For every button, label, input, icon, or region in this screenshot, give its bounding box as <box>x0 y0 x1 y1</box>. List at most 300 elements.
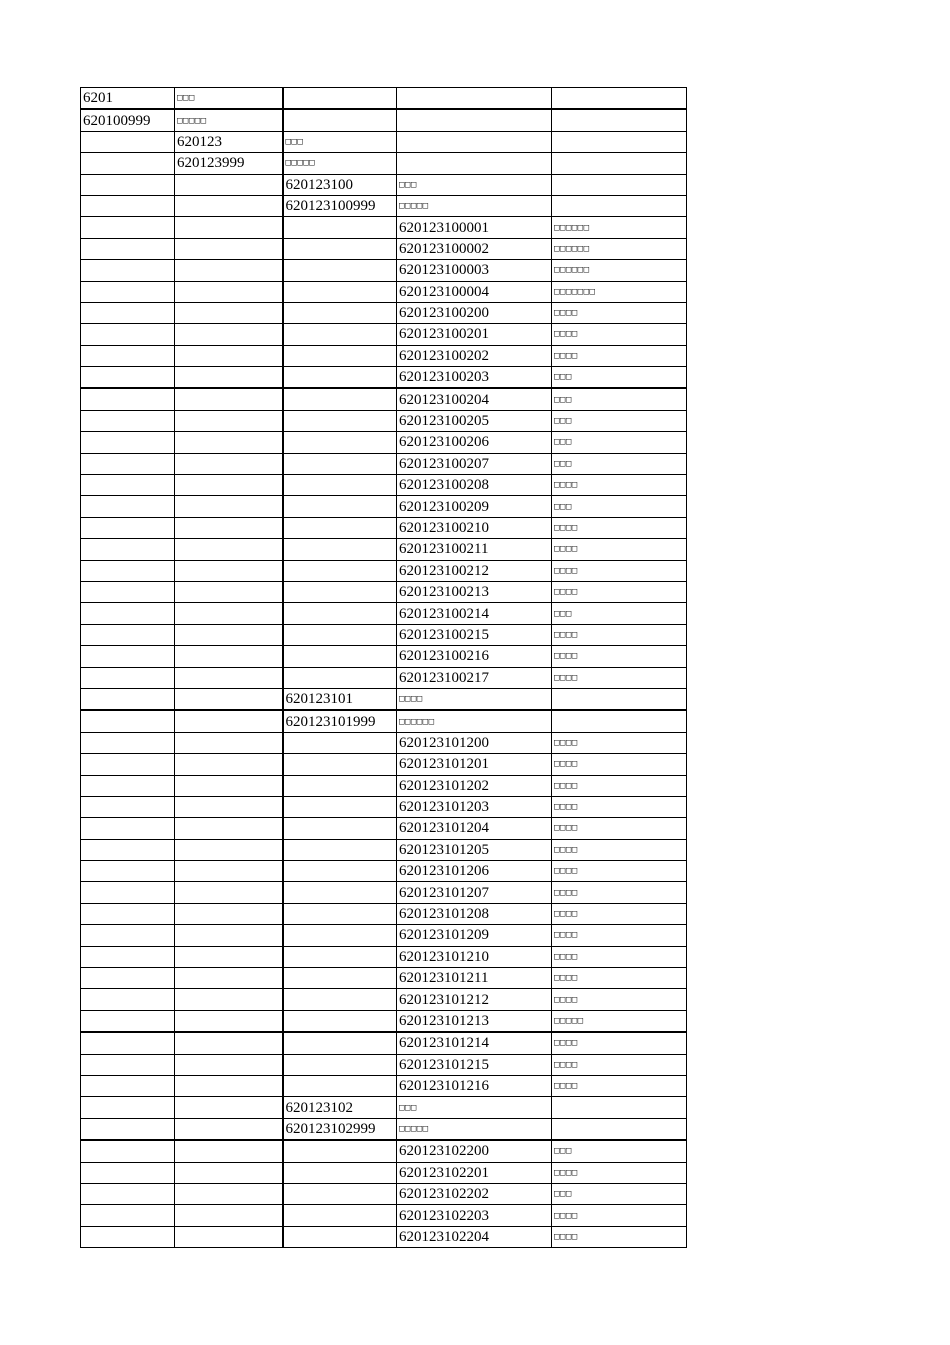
table-cell[interactable] <box>175 324 283 345</box>
table-cell[interactable] <box>81 796 175 817</box>
table-cell[interactable] <box>81 560 175 581</box>
table-cell[interactable] <box>552 174 687 195</box>
table-cell[interactable] <box>175 195 283 216</box>
table-cell[interactable] <box>81 667 175 688</box>
table-cell[interactable] <box>81 1162 175 1183</box>
table-cell[interactable] <box>175 388 283 410</box>
table-cell[interactable]: 620123101 <box>283 688 397 710</box>
table-cell[interactable] <box>552 153 687 174</box>
table-cell[interactable] <box>283 432 397 453</box>
table-cell[interactable] <box>81 410 175 431</box>
table-cell[interactable] <box>81 432 175 453</box>
table-cell[interactable]: □□□□□ <box>397 1118 552 1140</box>
table-cell[interactable] <box>175 667 283 688</box>
table-cell[interactable]: 620123100205 <box>397 410 552 431</box>
table-cell[interactable] <box>283 1162 397 1183</box>
table-cell[interactable]: □□□□ <box>552 539 687 560</box>
table-cell[interactable] <box>175 796 283 817</box>
table-cell[interactable]: □□□□ <box>552 324 687 345</box>
table-cell[interactable]: 620123999 <box>175 153 283 174</box>
table-cell[interactable]: 620123101213 <box>397 1010 552 1032</box>
table-cell[interactable] <box>81 345 175 366</box>
table-row <box>81 818 687 839</box>
table-cell[interactable]: □□□ <box>397 174 552 195</box>
table-cell[interactable]: □□□□□□ <box>397 710 552 732</box>
table-cell[interactable] <box>175 732 283 753</box>
table-cell[interactable] <box>81 1097 175 1118</box>
table-cell[interactable]: □□□ <box>552 432 687 453</box>
table-cell[interactable] <box>81 1054 175 1075</box>
table-cell[interactable] <box>397 131 552 152</box>
table-cell[interactable] <box>283 946 397 967</box>
table-row <box>81 581 687 602</box>
table-cell[interactable] <box>283 624 397 645</box>
table-body <box>81 88 687 1248</box>
table-cell[interactable]: □□□ <box>552 388 687 410</box>
table-cell[interactable] <box>81 1226 175 1247</box>
table-cell[interactable] <box>81 302 175 323</box>
table-cell[interactable]: □□□ <box>175 88 283 110</box>
table-cell[interactable] <box>283 1075 397 1096</box>
table-row <box>81 989 687 1010</box>
table-cell[interactable] <box>283 754 397 775</box>
table-cell[interactable] <box>81 195 175 216</box>
table-cell[interactable] <box>81 688 175 710</box>
table-cell[interactable]: □□□ <box>552 603 687 624</box>
table-cell[interactable] <box>81 710 175 732</box>
table-cell[interactable]: 620123102203 <box>397 1205 552 1226</box>
table-cell[interactable] <box>397 88 552 110</box>
table-row <box>81 260 687 281</box>
table-cell[interactable]: 620123100002 <box>397 238 552 259</box>
table-cell[interactable] <box>283 968 397 989</box>
table-cell[interactable]: 620123 <box>175 131 283 152</box>
table-cell[interactable] <box>175 1162 283 1183</box>
table-cell[interactable] <box>175 1054 283 1075</box>
table-cell[interactable]: □□□□ <box>552 732 687 753</box>
table-cell[interactable]: □□□□ <box>552 903 687 924</box>
table-cell[interactable]: 620123100203 <box>397 367 552 389</box>
table-row <box>81 88 687 110</box>
table-cell[interactable]: □□□□ <box>552 646 687 667</box>
table-cell[interactable] <box>81 1075 175 1096</box>
table-cell[interactable] <box>81 539 175 560</box>
table-cell[interactable] <box>81 1205 175 1226</box>
table-cell[interactable] <box>283 324 397 345</box>
table-cell[interactable] <box>283 496 397 517</box>
spreadsheet-table <box>80 87 687 1248</box>
table-cell[interactable] <box>283 109 397 131</box>
table-cell[interactable] <box>283 345 397 366</box>
table-cell[interactable]: 620123100212 <box>397 560 552 581</box>
table-cell[interactable]: 620123101209 <box>397 925 552 946</box>
table-cell[interactable]: □□□□ <box>552 345 687 366</box>
table-cell[interactable]: 620123101212 <box>397 989 552 1010</box>
table-cell[interactable]: □□□□ <box>552 475 687 496</box>
table-cell[interactable]: 620123100215 <box>397 624 552 645</box>
table-cell[interactable] <box>81 281 175 302</box>
table-cell[interactable] <box>283 475 397 496</box>
table-row <box>81 1010 687 1032</box>
table-cell[interactable] <box>175 775 283 796</box>
table-cell[interactable] <box>175 624 283 645</box>
table-cell[interactable]: 620123101201 <box>397 754 552 775</box>
table-cell[interactable]: 620123101203 <box>397 796 552 817</box>
table-cell[interactable] <box>175 1140 283 1162</box>
table-cell[interactable] <box>283 410 397 431</box>
table-cell[interactable] <box>283 238 397 259</box>
table-cell[interactable] <box>81 1183 175 1204</box>
table-cell[interactable] <box>283 1183 397 1204</box>
table-cell[interactable] <box>283 560 397 581</box>
table-cell[interactable] <box>175 302 283 323</box>
table-cell[interactable] <box>283 367 397 389</box>
table-cell[interactable]: □□□□ <box>552 818 687 839</box>
table-cell[interactable] <box>283 667 397 688</box>
table-cell[interactable]: □□□□ <box>552 667 687 688</box>
table-cell[interactable] <box>175 281 283 302</box>
table-cell[interactable] <box>81 754 175 775</box>
table-cell[interactable]: 620123100209 <box>397 496 552 517</box>
table-cell[interactable]: □□□□□ <box>552 1010 687 1032</box>
table-row <box>81 882 687 903</box>
table-cell[interactable] <box>283 88 397 110</box>
table-cell[interactable] <box>81 925 175 946</box>
table-cell[interactable] <box>175 1097 283 1118</box>
table-cell[interactable] <box>175 475 283 496</box>
table-cell[interactable]: 620123100204 <box>397 388 552 410</box>
table-cell[interactable]: 620123100999 <box>283 195 397 216</box>
table-row <box>81 453 687 474</box>
table-cell[interactable] <box>81 324 175 345</box>
table-cell[interactable] <box>175 688 283 710</box>
table-cell[interactable] <box>175 517 283 538</box>
table-cell[interactable]: 620123101999 <box>283 710 397 732</box>
table-cell[interactable] <box>175 238 283 259</box>
table-cell[interactable]: □□□□□□ <box>552 260 687 281</box>
table-cell[interactable]: 620123100216 <box>397 646 552 667</box>
table-row <box>81 1205 687 1226</box>
table-cell[interactable]: □□□□ <box>552 560 687 581</box>
table-cell[interactable] <box>175 432 283 453</box>
table-cell[interactable]: □□□□ <box>552 302 687 323</box>
table-cell[interactable] <box>175 560 283 581</box>
table-row <box>81 732 687 753</box>
table-cell[interactable] <box>175 603 283 624</box>
table-cell[interactable] <box>81 968 175 989</box>
table-cell[interactable] <box>175 1205 283 1226</box>
table-cell[interactable] <box>81 903 175 924</box>
table-cell[interactable]: 620123100210 <box>397 517 552 538</box>
table-row <box>81 496 687 517</box>
table-cell[interactable] <box>552 688 687 710</box>
table-cell[interactable] <box>81 217 175 238</box>
table-cell[interactable] <box>175 174 283 195</box>
table-cell[interactable]: □□□□ <box>552 1075 687 1096</box>
table-cell[interactable]: □□□□ <box>397 688 552 710</box>
table-cell[interactable] <box>283 302 397 323</box>
table-cell[interactable] <box>175 710 283 732</box>
table-cell[interactable] <box>283 388 397 410</box>
table-cell[interactable] <box>81 496 175 517</box>
table-cell[interactable]: 620123101214 <box>397 1032 552 1054</box>
table-cell[interactable] <box>283 603 397 624</box>
table-cell[interactable]: □□□□ <box>552 1032 687 1054</box>
table-cell[interactable]: 620123100003 <box>397 260 552 281</box>
table-row <box>81 1162 687 1183</box>
table-cell[interactable] <box>283 903 397 924</box>
table-row <box>81 281 687 302</box>
table-row <box>81 796 687 817</box>
table-cell[interactable] <box>175 539 283 560</box>
table-cell[interactable]: □□□□ <box>552 1205 687 1226</box>
table-cell[interactable]: □□□ <box>552 453 687 474</box>
table-cell[interactable]: 620123102999 <box>283 1118 397 1140</box>
table-cell[interactable] <box>175 1032 283 1054</box>
table-cell[interactable]: 620123100001 <box>397 217 552 238</box>
table-cell[interactable]: □□□ <box>552 1183 687 1204</box>
table-cell[interactable]: 620123100217 <box>397 667 552 688</box>
table-cell[interactable]: 620123100211 <box>397 539 552 560</box>
table-row <box>81 946 687 967</box>
table-cell[interactable] <box>81 861 175 882</box>
table-cell[interactable]: □□□□ <box>552 775 687 796</box>
table-cell[interactable]: □□□□ <box>552 861 687 882</box>
table-cell[interactable] <box>81 174 175 195</box>
table-cell[interactable] <box>81 989 175 1010</box>
table-cell[interactable]: 620123101215 <box>397 1054 552 1075</box>
table-cell[interactable] <box>175 1226 283 1247</box>
table-cell[interactable] <box>283 1205 397 1226</box>
table-cell[interactable] <box>283 453 397 474</box>
table-row <box>81 688 687 710</box>
table-cell[interactable]: 620123101200 <box>397 732 552 753</box>
table-cell[interactable] <box>175 410 283 431</box>
table-cell[interactable] <box>81 839 175 860</box>
table-cell[interactable]: 620123101206 <box>397 861 552 882</box>
table-cell[interactable] <box>175 946 283 967</box>
table-cell[interactable] <box>81 1140 175 1162</box>
table-cell[interactable]: □□□□ <box>552 989 687 1010</box>
table-cell[interactable]: 620123101207 <box>397 882 552 903</box>
table-cell[interactable] <box>175 1075 283 1096</box>
table-cell[interactable] <box>283 775 397 796</box>
table-cell[interactable] <box>283 260 397 281</box>
table-cell[interactable] <box>175 839 283 860</box>
table-row <box>81 560 687 581</box>
table-cell[interactable] <box>175 646 283 667</box>
table-cell[interactable]: 620123100206 <box>397 432 552 453</box>
table-cell[interactable] <box>175 754 283 775</box>
table-cell[interactable]: 620123101216 <box>397 1075 552 1096</box>
table-cell[interactable] <box>175 496 283 517</box>
table-cell[interactable]: □□□ <box>283 131 397 152</box>
table-cell[interactable]: □□□□ <box>552 1054 687 1075</box>
table-cell[interactable] <box>397 109 552 131</box>
table-cell[interactable] <box>283 281 397 302</box>
table-cell[interactable]: □□□□□□ <box>552 217 687 238</box>
table-cell[interactable] <box>283 1226 397 1247</box>
table-cell[interactable]: □□□□ <box>552 624 687 645</box>
table-cell[interactable] <box>81 882 175 903</box>
table-cell[interactable]: 620123102204 <box>397 1226 552 1247</box>
table-cell[interactable] <box>175 260 283 281</box>
table-cell[interactable]: □□□□ <box>552 968 687 989</box>
table-cell[interactable]: □□□□□ <box>283 153 397 174</box>
table-cell[interactable] <box>175 1010 283 1032</box>
table-cell[interactable] <box>81 260 175 281</box>
table-cell[interactable] <box>283 839 397 860</box>
table-row <box>81 388 687 410</box>
table-cell[interactable] <box>81 367 175 389</box>
table-cell[interactable]: □□□□□□□ <box>552 281 687 302</box>
table-cell[interactable] <box>81 1032 175 1054</box>
table-cell[interactable] <box>81 775 175 796</box>
table-cell[interactable]: □□□□ <box>552 1226 687 1247</box>
table-cell[interactable]: 620123101208 <box>397 903 552 924</box>
table-cell[interactable] <box>175 345 283 366</box>
table-cell[interactable] <box>283 1054 397 1075</box>
table-cell[interactable] <box>175 1183 283 1204</box>
table-cell[interactable]: □□□□ <box>552 925 687 946</box>
table-cell[interactable] <box>81 475 175 496</box>
table-cell[interactable] <box>175 818 283 839</box>
table-cell[interactable] <box>283 1010 397 1032</box>
table-cell[interactable] <box>175 989 283 1010</box>
table-cell[interactable] <box>283 818 397 839</box>
table-cell[interactable]: □□□□ <box>552 839 687 860</box>
table-cell[interactable] <box>175 1118 283 1140</box>
table-cell[interactable] <box>552 131 687 152</box>
table-cell[interactable] <box>283 796 397 817</box>
table-cell[interactable] <box>283 1140 397 1162</box>
table-cell[interactable]: 620123100213 <box>397 581 552 602</box>
table-cell[interactable]: 620123100214 <box>397 603 552 624</box>
table-row <box>81 861 687 882</box>
table-cell[interactable] <box>81 1118 175 1140</box>
table-cell[interactable] <box>283 539 397 560</box>
table-cell[interactable]: 620100999 <box>81 109 175 131</box>
table-cell[interactable] <box>175 217 283 238</box>
table-cell[interactable]: 6201 <box>81 88 175 110</box>
table-cell[interactable]: 620123101210 <box>397 946 552 967</box>
table-cell[interactable]: □□□□□□ <box>552 238 687 259</box>
table-cell[interactable]: □□□□ <box>552 882 687 903</box>
table-cell[interactable]: □□□ <box>397 1097 552 1118</box>
table-cell[interactable]: 620123100202 <box>397 345 552 366</box>
table-row <box>81 1054 687 1075</box>
table-cell[interactable] <box>552 1118 687 1140</box>
table-cell[interactable] <box>81 946 175 967</box>
table-cell[interactable] <box>283 217 397 238</box>
table-row <box>81 646 687 667</box>
table-cell[interactable] <box>283 646 397 667</box>
table-cell[interactable] <box>81 517 175 538</box>
table-cell[interactable]: 620123101211 <box>397 968 552 989</box>
table-row <box>81 710 687 732</box>
table-cell[interactable] <box>81 818 175 839</box>
table-cell[interactable] <box>283 861 397 882</box>
table-cell[interactable]: 620123100201 <box>397 324 552 345</box>
table-cell[interactable] <box>552 1097 687 1118</box>
table-cell[interactable]: □□□□ <box>552 517 687 538</box>
table-cell[interactable] <box>283 925 397 946</box>
table-cell[interactable] <box>81 1010 175 1032</box>
table-cell[interactable] <box>552 195 687 216</box>
table-cell[interactable]: 620123102202 <box>397 1183 552 1204</box>
table-cell[interactable] <box>81 131 175 152</box>
table-cell[interactable] <box>81 238 175 259</box>
table-cell[interactable] <box>175 925 283 946</box>
table-cell[interactable]: □□□□ <box>552 796 687 817</box>
table-cell[interactable] <box>81 453 175 474</box>
table-cell[interactable]: □□□□□ <box>175 109 283 131</box>
table-cell[interactable]: 620123101204 <box>397 818 552 839</box>
table-cell[interactable] <box>283 732 397 753</box>
table-row <box>81 109 687 131</box>
table-cell[interactable] <box>175 367 283 389</box>
table-cell[interactable] <box>283 517 397 538</box>
table-cell[interactable] <box>81 388 175 410</box>
table-cell[interactable] <box>81 646 175 667</box>
table-cell[interactable]: □□□ <box>552 496 687 517</box>
table-cell[interactable]: □□□□ <box>552 1162 687 1183</box>
table-cell[interactable] <box>283 882 397 903</box>
table-cell[interactable] <box>175 581 283 602</box>
table-cell[interactable]: □□□□ <box>552 754 687 775</box>
table-cell[interactable] <box>175 453 283 474</box>
table-row <box>81 903 687 924</box>
table-cell[interactable] <box>175 861 283 882</box>
table-cell[interactable]: 620123102 <box>283 1097 397 1118</box>
table-cell[interactable]: 620123100208 <box>397 475 552 496</box>
table-row <box>81 432 687 453</box>
table-cell[interactable] <box>81 624 175 645</box>
table-cell[interactable] <box>175 968 283 989</box>
table-cell[interactable] <box>283 581 397 602</box>
table-cell[interactable] <box>552 109 687 131</box>
table-cell[interactable]: □□□ <box>552 410 687 431</box>
table-cell[interactable]: □□□ <box>552 1140 687 1162</box>
table-cell[interactable] <box>81 732 175 753</box>
table-cell[interactable] <box>81 581 175 602</box>
table-cell[interactable] <box>81 603 175 624</box>
table-cell[interactable]: □□□□ <box>552 946 687 967</box>
table-cell[interactable]: □□□ <box>552 367 687 389</box>
table-cell[interactable] <box>175 882 283 903</box>
table-cell[interactable] <box>552 88 687 110</box>
table-cell[interactable]: 620123100207 <box>397 453 552 474</box>
table-cell[interactable]: 620123102200 <box>397 1140 552 1162</box>
table-cell[interactable] <box>552 710 687 732</box>
table-cell[interactable] <box>81 153 175 174</box>
table-cell[interactable]: 620123100200 <box>397 302 552 323</box>
table-cell[interactable]: □□□□□ <box>397 195 552 216</box>
table-row <box>81 174 687 195</box>
table-row <box>81 1183 687 1204</box>
table-cell[interactable]: 620123100 <box>283 174 397 195</box>
table-cell[interactable]: 620123101202 <box>397 775 552 796</box>
table-cell[interactable] <box>397 153 552 174</box>
table-cell[interactable] <box>283 1032 397 1054</box>
table-row <box>81 517 687 538</box>
table-cell[interactable] <box>175 903 283 924</box>
table-cell[interactable]: 620123102201 <box>397 1162 552 1183</box>
table-cell[interactable]: 620123101205 <box>397 839 552 860</box>
table-cell[interactable]: □□□□ <box>552 581 687 602</box>
table-cell[interactable] <box>283 989 397 1010</box>
table-cell[interactable]: 620123100004 <box>397 281 552 302</box>
